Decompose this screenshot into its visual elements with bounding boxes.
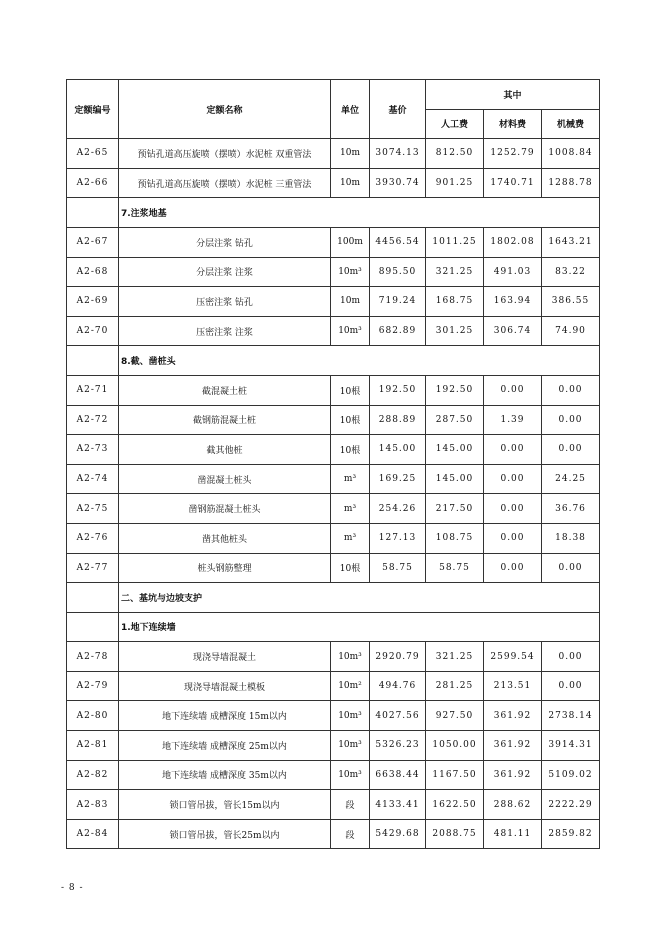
section-title: 1.地下连续墙 <box>119 612 600 642</box>
labor-cell: 217.50 <box>426 494 484 524</box>
name-cell: 地下连续墙 成槽深度 25m以内 <box>119 731 331 761</box>
labor-cell: 145.00 <box>426 464 484 494</box>
code-cell: A2-71 <box>67 375 119 405</box>
code-cell: A2-67 <box>67 227 119 257</box>
unit-cell: 10根 <box>331 553 370 583</box>
machine-cell: 1008.84 <box>542 139 600 169</box>
base-price-cell: 895.50 <box>370 257 426 287</box>
table-row <box>67 760 600 790</box>
machine-cell: 1288.78 <box>542 168 600 198</box>
labor-cell: 192.50 <box>426 375 484 405</box>
base-price-cell: 3074.13 <box>370 139 426 169</box>
table-row <box>67 227 600 257</box>
code-cell: A2-76 <box>67 523 119 553</box>
name-cell: 地下连续墙 成槽深度 15m以内 <box>119 701 331 731</box>
name-cell: 凿其他桩头 <box>119 523 331 553</box>
unit-cell: 10m³ <box>331 257 370 287</box>
header-material: 材料费 <box>484 109 542 139</box>
unit-cell: 段 <box>331 790 370 820</box>
table-row <box>67 819 600 849</box>
material-cell: 0.00 <box>484 435 542 465</box>
code-cell: A2-66 <box>67 168 119 198</box>
name-cell: 压密注浆 钻孔 <box>119 287 331 317</box>
material-cell: 361.92 <box>484 731 542 761</box>
section-row <box>67 583 600 613</box>
labor-cell: 321.25 <box>426 642 484 672</box>
table-row <box>67 494 600 524</box>
base-price-cell: 4027.56 <box>370 701 426 731</box>
labor-cell: 281.25 <box>426 671 484 701</box>
unit-cell: 10根 <box>331 435 370 465</box>
labor-cell: 168.75 <box>426 287 484 317</box>
table-row <box>67 287 600 317</box>
table-row <box>67 671 600 701</box>
name-cell: 预钻孔道高压旋喷（摆喷）水泥桩 双重管法 <box>119 139 331 169</box>
name-cell: 现浇导墙混凝土模板 <box>119 671 331 701</box>
labor-cell: 145.00 <box>426 435 484 465</box>
machine-cell: 0.00 <box>542 435 600 465</box>
machine-cell: 386.55 <box>542 287 600 317</box>
section-spacer <box>67 346 119 376</box>
section-row <box>67 198 600 228</box>
table-row <box>67 405 600 435</box>
material-cell: 163.94 <box>484 287 542 317</box>
base-price-cell: 58.75 <box>370 553 426 583</box>
labor-cell: 1622.50 <box>426 790 484 820</box>
labor-cell: 927.50 <box>426 701 484 731</box>
unit-cell: m³ <box>331 494 370 524</box>
labor-cell: 301.25 <box>426 316 484 346</box>
table-row <box>67 435 600 465</box>
machine-cell: 3914.31 <box>542 731 600 761</box>
header-unit: 单位 <box>331 80 370 139</box>
unit-cell: 10m² <box>331 671 370 701</box>
machine-cell: 5109.02 <box>542 760 600 790</box>
unit-cell: 10m <box>331 139 370 169</box>
base-price-cell: 4456.54 <box>370 227 426 257</box>
labor-cell: 58.75 <box>426 553 484 583</box>
base-price-cell: 127.13 <box>370 523 426 553</box>
header-base-price: 基价 <box>370 80 426 139</box>
name-cell: 截其他桩 <box>119 435 331 465</box>
section-row <box>67 346 600 376</box>
unit-cell: 100m <box>331 227 370 257</box>
name-cell: 地下连续墙 成槽深度 35m以内 <box>119 760 331 790</box>
code-cell: A2-77 <box>67 553 119 583</box>
code-cell: A2-75 <box>67 494 119 524</box>
table-row <box>67 168 600 198</box>
code-cell: A2-73 <box>67 435 119 465</box>
labor-cell: 2088.75 <box>426 819 484 849</box>
machine-cell: 2859.82 <box>542 819 600 849</box>
machine-cell: 0.00 <box>542 671 600 701</box>
name-cell: 锁口管吊拔，管长25m以内 <box>119 819 331 849</box>
labor-cell: 901.25 <box>426 168 484 198</box>
name-cell: 截钢筋混凝土桩 <box>119 405 331 435</box>
base-price-cell: 5326.23 <box>370 731 426 761</box>
code-cell: A2-68 <box>67 257 119 287</box>
unit-cell: 10m³ <box>331 642 370 672</box>
machine-cell: 0.00 <box>542 642 600 672</box>
code-cell: A2-80 <box>67 701 119 731</box>
machine-cell: 83.22 <box>542 257 600 287</box>
labor-cell: 1011.25 <box>426 227 484 257</box>
machine-cell: 2738.14 <box>542 701 600 731</box>
base-price-cell: 6638.44 <box>370 760 426 790</box>
material-cell: 0.00 <box>484 494 542 524</box>
machine-cell: 1643.21 <box>542 227 600 257</box>
labor-cell: 287.50 <box>426 405 484 435</box>
base-price-cell: 4133.41 <box>370 790 426 820</box>
material-cell: 0.00 <box>484 553 542 583</box>
machine-cell: 0.00 <box>542 375 600 405</box>
name-cell: 截混凝土桩 <box>119 375 331 405</box>
quota-table <box>66 79 600 849</box>
table-row <box>67 523 600 553</box>
material-cell: 491.03 <box>484 257 542 287</box>
material-cell: 1740.71 <box>484 168 542 198</box>
base-price-cell: 5429.68 <box>370 819 426 849</box>
material-cell: 2599.54 <box>484 642 542 672</box>
material-cell: 481.11 <box>484 819 542 849</box>
table-body <box>67 139 600 849</box>
section-spacer <box>67 583 119 613</box>
name-cell: 压密注浆 注浆 <box>119 316 331 346</box>
name-cell: 现浇导墙混凝土 <box>119 642 331 672</box>
table-row <box>67 139 600 169</box>
unit-cell: 10m³ <box>331 316 370 346</box>
section-title: 7.注浆地基 <box>119 198 600 228</box>
header-name: 定额名称 <box>119 80 331 139</box>
material-cell: 0.00 <box>484 523 542 553</box>
name-cell: 桩头钢筋整理 <box>119 553 331 583</box>
base-price-cell: 254.26 <box>370 494 426 524</box>
machine-cell: 2222.29 <box>542 790 600 820</box>
material-cell: 1.39 <box>484 405 542 435</box>
unit-cell: 10m³ <box>331 731 370 761</box>
base-price-cell: 192.50 <box>370 375 426 405</box>
unit-cell: m³ <box>331 464 370 494</box>
table-row <box>67 464 600 494</box>
code-cell: A2-72 <box>67 405 119 435</box>
unit-cell: 10m <box>331 287 370 317</box>
table-row <box>67 701 600 731</box>
name-cell: 分层注浆 钻孔 <box>119 227 331 257</box>
material-cell: 288.62 <box>484 790 542 820</box>
labor-cell: 321.25 <box>426 257 484 287</box>
name-cell: 凿钢筋混凝土桩头 <box>119 494 331 524</box>
material-cell: 213.51 <box>484 671 542 701</box>
unit-cell: 10根 <box>331 375 370 405</box>
material-cell: 1802.08 <box>484 227 542 257</box>
code-cell: A2-69 <box>67 287 119 317</box>
labor-cell: 1167.50 <box>426 760 484 790</box>
labor-cell: 812.50 <box>426 139 484 169</box>
material-cell: 361.92 <box>484 760 542 790</box>
header-labor: 人工费 <box>426 109 484 139</box>
name-cell: 分层注浆 注浆 <box>119 257 331 287</box>
unit-cell: 10根 <box>331 405 370 435</box>
base-price-cell: 145.00 <box>370 435 426 465</box>
machine-cell: 18.38 <box>542 523 600 553</box>
code-cell: A2-81 <box>67 731 119 761</box>
base-price-cell: 3930.74 <box>370 168 426 198</box>
section-title: 二、基坑与边坡支护 <box>119 583 600 613</box>
base-price-cell: 288.89 <box>370 405 426 435</box>
machine-cell: 36.76 <box>542 494 600 524</box>
header-code: 定额编号 <box>67 80 119 139</box>
header-group: 其中 <box>426 80 600 110</box>
name-cell: 锁口管吊拔，管长15m以内 <box>119 790 331 820</box>
material-cell: 0.00 <box>484 464 542 494</box>
page-number: - 8 - <box>61 883 84 893</box>
unit-cell: 段 <box>331 819 370 849</box>
unit-cell: 10m <box>331 168 370 198</box>
code-cell: A2-74 <box>67 464 119 494</box>
labor-cell: 1050.00 <box>426 731 484 761</box>
unit-cell: m³ <box>331 523 370 553</box>
code-cell: A2-82 <box>67 760 119 790</box>
section-row <box>67 612 600 642</box>
material-cell: 361.92 <box>484 701 542 731</box>
header-machine: 机械费 <box>542 109 600 139</box>
code-cell: A2-83 <box>67 790 119 820</box>
table-row <box>67 257 600 287</box>
unit-cell: 10m³ <box>331 760 370 790</box>
base-price-cell: 2920.79 <box>370 642 426 672</box>
table-row <box>67 790 600 820</box>
material-cell: 0.00 <box>484 375 542 405</box>
base-price-cell: 719.24 <box>370 287 426 317</box>
section-title: 8.截、凿桩头 <box>119 346 600 376</box>
name-cell: 预钻孔道高压旋喷（摆喷）水泥桩 三重管法 <box>119 168 331 198</box>
material-cell: 1252.79 <box>484 139 542 169</box>
base-price-cell: 682.89 <box>370 316 426 346</box>
code-cell: A2-79 <box>67 671 119 701</box>
table-row <box>67 642 600 672</box>
section-spacer <box>67 612 119 642</box>
base-price-cell: 169.25 <box>370 464 426 494</box>
table-row <box>67 316 600 346</box>
machine-cell: 74.90 <box>542 316 600 346</box>
machine-cell: 0.00 <box>542 553 600 583</box>
table-row <box>67 375 600 405</box>
unit-cell: 10m³ <box>331 701 370 731</box>
name-cell: 凿混凝土桩头 <box>119 464 331 494</box>
code-cell: A2-78 <box>67 642 119 672</box>
machine-cell: 0.00 <box>542 405 600 435</box>
machine-cell: 24.25 <box>542 464 600 494</box>
section-spacer <box>67 198 119 228</box>
code-cell: A2-84 <box>67 819 119 849</box>
labor-cell: 108.75 <box>426 523 484 553</box>
material-cell: 306.74 <box>484 316 542 346</box>
table-row <box>67 731 600 761</box>
code-cell: A2-65 <box>67 139 119 169</box>
code-cell: A2-70 <box>67 316 119 346</box>
table-row <box>67 553 600 583</box>
base-price-cell: 494.76 <box>370 671 426 701</box>
